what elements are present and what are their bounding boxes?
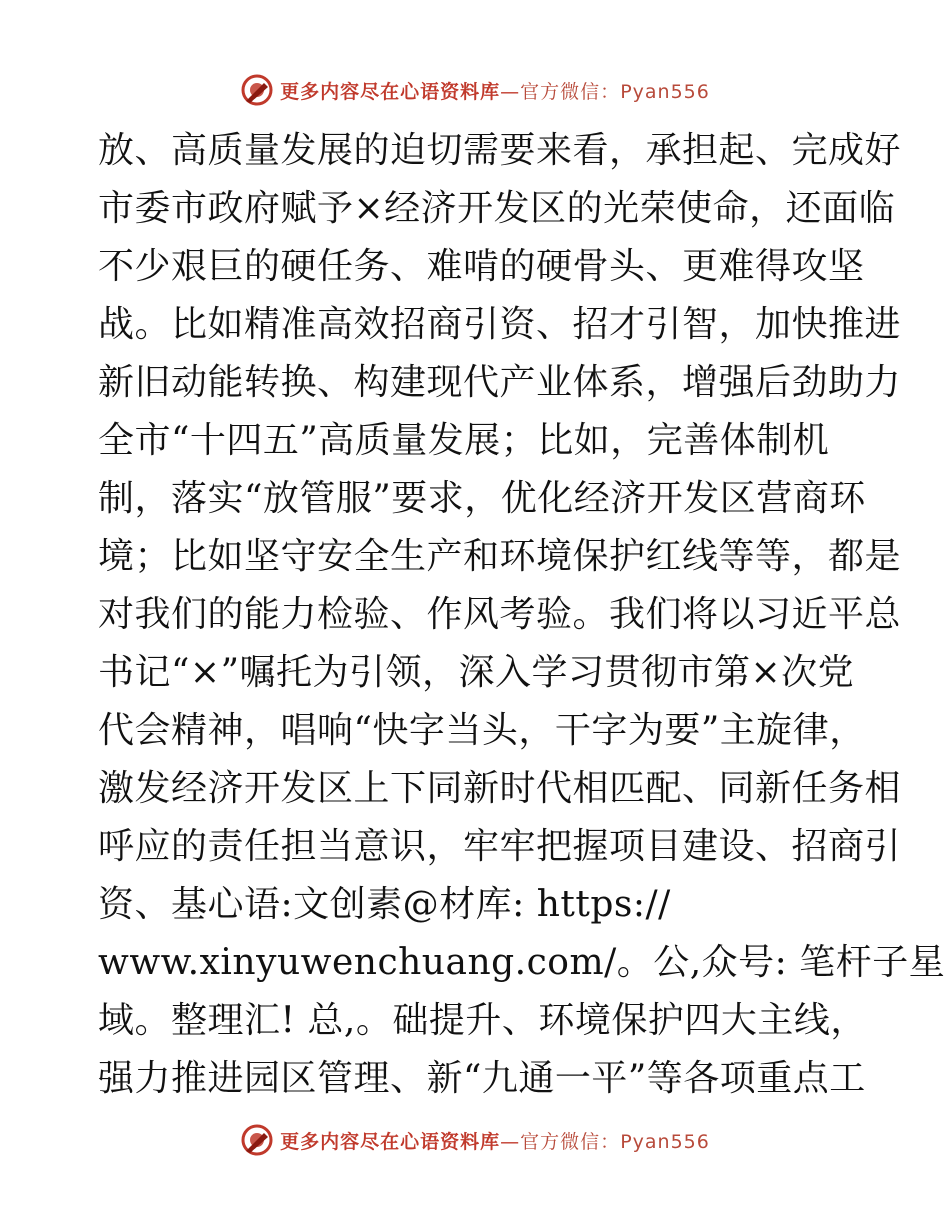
watermark-dash: — [500,80,521,103]
text-line: 全市“十四五”高质量发展；比如，完善体制机 [98,420,830,461]
text-line: 战。比如精准高效招商引资、招才引智，加快推进 [98,304,902,345]
text-line: 激发经济开发区上下同新时代相匹配、同新任务相 [98,768,902,809]
watermark-official: 官方微信： [520,1130,621,1153]
text-line: 放、高质量发展的迫切需要来看，承担起、完成好 [98,130,902,171]
text-line: 资、基心语:文创素@材库: https:// [98,884,671,925]
text-line: 不少艰巨的硬任务、难啃的硬骨头、更难得攻坚 [98,246,865,287]
text-line: 境；比如坚守安全生产和环境保护红线等等，都是 [98,536,902,577]
watermark-account: Pyan556 [620,80,710,103]
text-line: www.xinyuwenchuang.com/。公,众号: 笔杆子星 [98,942,946,983]
footer-watermark-banner [0,1120,950,1160]
watermark-main: 更多内容尽在心语资料库 [280,80,501,103]
text-line: 代会精神，唱响“快字当头，干字为要”主旋律， [98,710,866,751]
text-line: 呼应的责任担当意识，牢牢把握项目建设、招商引 [98,826,902,867]
text-line: 对我们的能力检验、作风考验。我们将以习近平总 [98,594,902,635]
brand-logo-icon [240,1123,274,1157]
text-line: 制，落实“放管服”要求，优化经济开发区营商环 [98,478,866,519]
text-line: 书记“×”嘱托为引领，深入学习贯彻市第×次党 [98,652,855,693]
watermark-official: 官方微信： [520,80,621,103]
footer-watermark-text [280,1127,710,1154]
watermark-dash: — [500,1130,521,1153]
text-line: 强力推进园区管理、新“九通一平”等各项重点工 [98,1058,866,1099]
watermark-account: Pyan556 [620,1130,710,1153]
text-line: 新旧动能转换、构建现代产业体系，增强后劲助力 [98,362,902,403]
text-line: 域。整理汇! 总,。础提升、环境保护四大主线， [98,1000,867,1041]
watermark-main: 更多内容尽在心语资料库 [280,1130,501,1153]
brand-logo-icon [240,73,274,107]
document-body [98,122,946,1108]
text-line: 市委市政府赋予×经济开发区的光荣使命，还面临 [98,188,896,229]
header-watermark-text [280,77,710,104]
header-watermark-banner [0,70,950,110]
